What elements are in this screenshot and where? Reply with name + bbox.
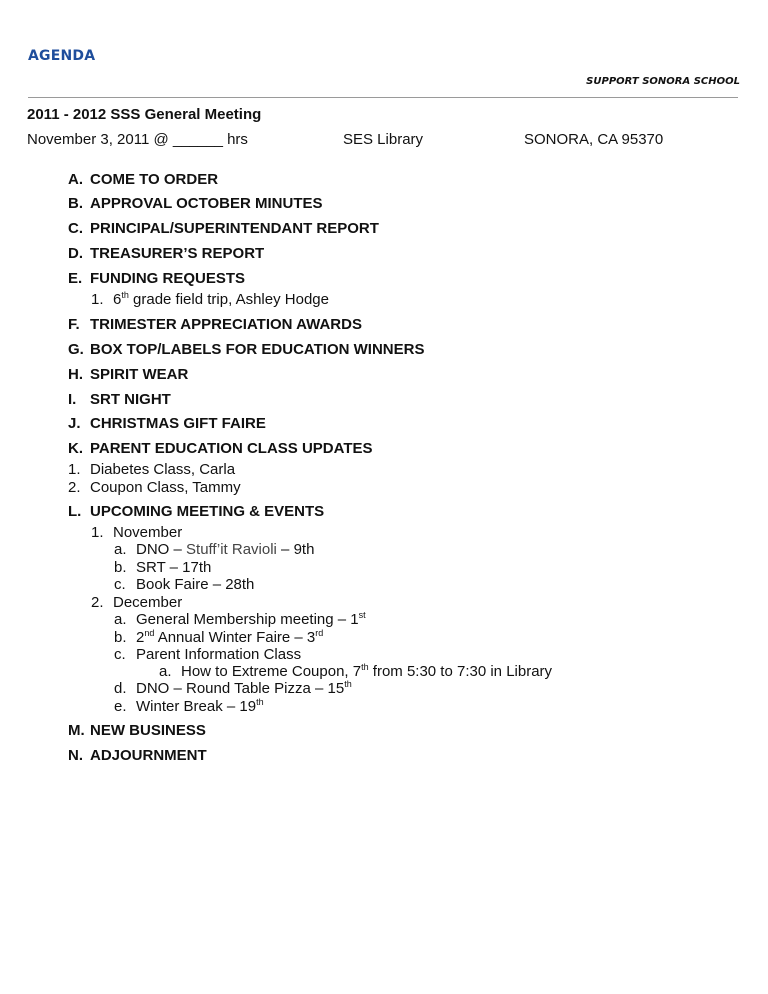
item-text: 2 <box>136 629 145 646</box>
item-text: COME TO ORDER <box>90 171 219 188</box>
item-text: Annual Winter Faire – 3 <box>154 629 316 646</box>
agenda-item-m <box>68 722 206 739</box>
item-text: SRT NIGHT <box>90 391 171 408</box>
agenda-item-l <box>68 503 324 520</box>
item-marker: d. <box>114 680 127 697</box>
item-text: – 9th <box>276 541 315 558</box>
november-event-b <box>114 559 211 576</box>
item-text: How to Extreme Coupon, 7 <box>181 663 362 680</box>
agenda-item-i <box>68 391 171 408</box>
item-text: ADJOURNMENT <box>90 747 207 764</box>
item-marker: b. <box>114 559 127 576</box>
item-marker: K. <box>68 440 83 457</box>
organization-name: SUPPORT SONORA SCHOOL <box>586 76 740 87</box>
class-update-2 <box>68 479 241 496</box>
item-marker: B. <box>68 195 83 212</box>
item-marker: 1. <box>91 524 104 541</box>
item-text: Coupon Class, Tammy <box>90 479 241 496</box>
item-text: APPROVAL OCTOBER MINUTES <box>90 195 323 212</box>
funding-request-1 <box>91 291 329 308</box>
item-marker: a. <box>159 663 172 680</box>
item-marker: 1. <box>91 291 104 308</box>
item-marker: a. <box>114 611 127 628</box>
december-event-a <box>114 611 366 628</box>
item-text: BOX TOP/LABELS FOR EDUCATION WINNERS <box>90 341 425 358</box>
ordinal-suffix: nd <box>144 628 155 638</box>
item-marker: F. <box>68 316 80 333</box>
item-marker: N. <box>68 747 83 764</box>
agenda-item-n <box>68 747 207 764</box>
item-marker: A. <box>68 171 83 188</box>
item-text: Diabetes Class, Carla <box>90 461 236 478</box>
item-text: DNO – <box>136 541 187 558</box>
item-marker: 2. <box>91 594 104 611</box>
agenda-item-d <box>68 245 264 262</box>
parent-class-detail <box>159 663 552 680</box>
item-text: DNO – Round Table Pizza – 15 <box>136 680 345 697</box>
agenda-item-c <box>68 220 379 237</box>
item-text: from 5:30 to 7:30 in Library <box>368 663 553 680</box>
november-event-c <box>114 576 254 593</box>
item-text: PARENT EDUCATION CLASS UPDATES <box>90 440 373 457</box>
item-text: PRINCIPAL/SUPERINTENDANT REPORT <box>90 220 379 237</box>
item-marker: G. <box>68 341 84 358</box>
item-marker: 2. <box>68 479 81 496</box>
ordinal-suffix: st <box>358 610 366 620</box>
item-text: November <box>113 524 183 541</box>
item-text: SRT – 17th <box>136 559 212 576</box>
item-text: General Membership meeting – 1 <box>136 611 359 628</box>
item-text: Stuff’it Ravioli <box>186 541 277 558</box>
agenda-item-e <box>68 270 245 287</box>
item-marker: e. <box>114 698 127 715</box>
item-text: SPIRIT WEAR <box>90 366 189 383</box>
agenda-label: AGENDA <box>28 48 96 64</box>
december-event-c <box>114 646 301 663</box>
ordinal-suffix: th <box>121 290 129 300</box>
item-text: 6 <box>113 291 122 308</box>
item-marker: a. <box>114 541 127 558</box>
agenda-item-j <box>68 415 266 432</box>
agenda-item-a <box>68 171 218 188</box>
item-marker: c. <box>114 646 126 663</box>
item-marker: C. <box>68 220 83 237</box>
item-marker: L. <box>68 503 82 520</box>
item-marker: M. <box>68 722 85 739</box>
item-marker: J. <box>68 415 81 432</box>
item-text: TRIMESTER APPRECIATION AWARDS <box>90 316 362 333</box>
item-marker: b. <box>114 629 127 646</box>
agenda-item-h <box>68 366 188 383</box>
ordinal-suffix: th <box>361 662 369 672</box>
class-update-1 <box>68 461 235 478</box>
agenda-item-g <box>68 341 424 358</box>
meeting-city: SONORA, CA 95370 <box>524 131 664 148</box>
december-event-e <box>114 698 264 715</box>
meeting-title: 2011 - 2012 SSS General Meeting <box>27 106 262 123</box>
december-event-d <box>114 680 352 697</box>
meeting-date: November 3, 2011 @ ______ hrs <box>27 131 248 148</box>
header-divider <box>28 97 738 98</box>
item-marker: H. <box>68 366 83 383</box>
agenda-item-f <box>68 316 362 333</box>
item-text: NEW BUSINESS <box>90 722 206 739</box>
item-marker: c. <box>114 576 126 593</box>
item-text: Winter Break – 19 <box>136 698 257 715</box>
agenda-item-k <box>68 440 373 457</box>
item-text: grade field trip, Ashley Hodge <box>128 291 329 308</box>
item-text: Parent Information Class <box>136 646 302 663</box>
item-text: TREASURER’S REPORT <box>90 245 265 262</box>
events-november <box>91 524 182 541</box>
december-event-b <box>114 629 323 646</box>
item-text: Book Faire – 28th <box>136 576 255 593</box>
item-text: UPCOMING MEETING & EVENTS <box>90 503 325 520</box>
agenda-item-b <box>68 195 323 212</box>
ordinal-suffix: th <box>344 679 352 689</box>
item-text: FUNDING REQUESTS <box>90 270 246 287</box>
meeting-location: SES Library <box>343 131 424 148</box>
item-text: December <box>113 594 183 611</box>
events-december <box>91 594 182 611</box>
ordinal-suffix: rd <box>315 628 324 638</box>
november-event-a <box>114 541 314 558</box>
item-text: CHRISTMAS GIFT FAIRE <box>90 415 266 432</box>
item-marker: D. <box>68 245 83 262</box>
item-marker: 1. <box>68 461 81 478</box>
item-marker: I. <box>68 391 77 408</box>
ordinal-suffix: th <box>256 697 264 707</box>
item-marker: E. <box>68 270 83 287</box>
